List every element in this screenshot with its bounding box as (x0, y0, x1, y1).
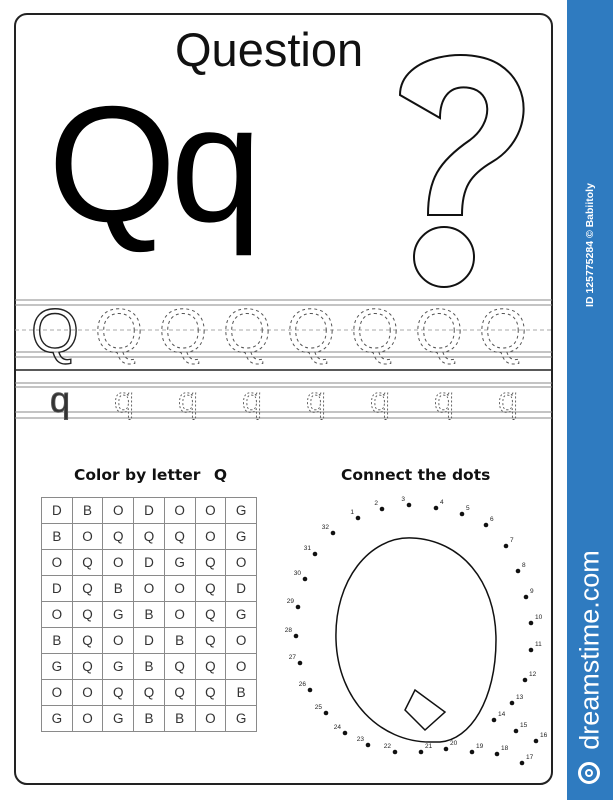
connect-dot-label: 2 (374, 500, 378, 507)
connect-dot-label: 26 (298, 681, 306, 688)
trace-letter-upper: Q (222, 297, 272, 366)
grid-row (42, 628, 257, 654)
connect-dot-label: 30 (293, 570, 301, 577)
connect-dot (407, 503, 412, 508)
trace-letter-lower: q (497, 379, 519, 420)
question-mark-dot-icon (414, 227, 474, 287)
grid-cell: O (195, 706, 226, 732)
color-by-letter-label: Color by letter (74, 466, 201, 484)
grid-cell: O (195, 524, 226, 550)
connect-dot (520, 761, 525, 766)
connect-dot (356, 516, 361, 521)
grid-cell: Q (195, 602, 226, 628)
connect-dot (504, 544, 509, 549)
connect-dot (303, 577, 308, 582)
grid-cell: Q (195, 654, 226, 680)
color-by-letter-grid (41, 497, 257, 732)
connect-dot-label: 20 (450, 740, 458, 747)
grid-row (42, 524, 257, 550)
connect-dot (331, 531, 336, 536)
grid-cell: Q (72, 576, 103, 602)
grid-row (42, 654, 257, 680)
grid-cell: O (72, 680, 103, 706)
trace-letter-upper: Q (350, 297, 400, 366)
dot-letter-q-tail (405, 690, 445, 730)
grid-cell: Q (134, 524, 165, 550)
grid-cell: G (103, 654, 134, 680)
connect-dot (324, 711, 329, 716)
trace-letter-lower: q (49, 379, 71, 420)
connect-dot (380, 507, 385, 512)
connect-dot (434, 506, 439, 511)
grid-cell: Q (164, 524, 195, 550)
connect-dots-heading: Connect the dots (341, 466, 491, 484)
grid-row (42, 576, 257, 602)
tracing-row-uppercase (31, 297, 527, 366)
connect-dot-label: 13 (516, 694, 524, 701)
connect-dot-label: 14 (498, 711, 506, 718)
connect-dot (484, 523, 489, 528)
grid-cell: G (42, 706, 73, 732)
connect-dot-label: 12 (529, 671, 537, 678)
connect-dot (529, 648, 534, 653)
grid-row (42, 550, 257, 576)
grid-cell: B (134, 602, 165, 628)
grid-cell: O (103, 628, 134, 654)
connect-dot-label: 29 (286, 598, 294, 605)
grid-cell: B (164, 628, 195, 654)
connect-dot-label: 17 (526, 754, 534, 761)
trace-letter-upper: Q (158, 297, 208, 366)
connect-dot (534, 739, 539, 744)
connect-dot-label: 10 (535, 614, 543, 621)
watermark-brand: dreamstime.com (574, 550, 605, 750)
grid-cell: G (226, 602, 257, 628)
connect-dot (298, 661, 303, 666)
grid-cell: Q (195, 628, 226, 654)
trace-letter-upper: Q (94, 297, 144, 366)
connect-dot (313, 552, 318, 557)
trace-letter-lower: q (241, 379, 263, 420)
connect-dot (514, 729, 519, 734)
connect-dot (419, 750, 424, 755)
grid-cell: Q (103, 680, 134, 706)
grid-cell: O (195, 498, 226, 524)
connect-dot-label: 1 (350, 509, 354, 516)
grid-cell: O (42, 550, 73, 576)
grid-cell: O (72, 706, 103, 732)
grid-cell: D (134, 628, 165, 654)
grid-cell: Q (164, 654, 195, 680)
connect-dot (516, 569, 521, 574)
grid-cell: O (226, 628, 257, 654)
grid-cell: O (134, 576, 165, 602)
connect-dots-points (285, 496, 548, 765)
trace-letter-lower: q (113, 379, 135, 420)
connect-dot-label: 11 (535, 641, 542, 648)
connect-dot-label: 22 (383, 743, 391, 750)
connect-dot-label: 25 (314, 704, 322, 711)
grid-cell: Q (164, 680, 195, 706)
grid-cell: Q (103, 524, 134, 550)
color-by-letter-heading (74, 466, 227, 484)
grid-row (42, 498, 257, 524)
connect-dot-label: 5 (466, 505, 470, 512)
connect-dot (492, 718, 497, 723)
connect-dot-label: 31 (303, 545, 311, 552)
grid-row (42, 602, 257, 628)
grid-cell: G (164, 550, 195, 576)
connect-dot (529, 621, 534, 626)
grid-cell: G (226, 498, 257, 524)
connect-dot (523, 678, 528, 683)
trace-letter-lower: q (305, 379, 327, 420)
connect-dot-label: 18 (501, 745, 509, 752)
trace-letter-upper: Q (286, 297, 336, 366)
grid-cell: O (164, 576, 195, 602)
grid-cell: D (134, 550, 165, 576)
connect-dot-label: 24 (333, 724, 341, 731)
connect-dot-label: 16 (540, 732, 548, 739)
connect-dot-label: 15 (520, 722, 528, 729)
grid-cell: Q (72, 654, 103, 680)
connect-dot (470, 750, 475, 755)
grid-row (42, 706, 257, 732)
connect-dot (393, 750, 398, 755)
grid-cell: Q (134, 680, 165, 706)
worksheet-title: Question (175, 23, 364, 76)
grid-cell: G (42, 654, 73, 680)
grid-cell: O (103, 550, 134, 576)
grid-cell: B (42, 524, 73, 550)
grid-cell: O (72, 524, 103, 550)
color-by-letter-target: Q (213, 466, 228, 484)
grid-cell: B (103, 576, 134, 602)
connect-dot-label: 3 (401, 496, 405, 503)
connect-dot-label: 6 (490, 516, 494, 523)
grid-row (42, 680, 257, 706)
grid-cell: O (226, 550, 257, 576)
connect-dot-label: 19 (476, 743, 484, 750)
connect-dot (460, 512, 465, 517)
grid-cell: O (164, 498, 195, 524)
grid-cell: O (42, 680, 73, 706)
trace-letter-upper: Q (478, 297, 528, 366)
grid-cell: B (226, 680, 257, 706)
grid-cell: O (226, 654, 257, 680)
watermark-id: ID 125775284 © Babiitoly (584, 183, 596, 307)
grid-cell: G (103, 602, 134, 628)
connect-dot (495, 752, 500, 757)
connect-dot-label: 4 (440, 499, 444, 506)
connect-dot-label: 27 (288, 654, 296, 661)
connect-dot (444, 747, 449, 752)
connect-dot (308, 688, 313, 693)
grid-cell: O (164, 602, 195, 628)
grid-cell: B (134, 654, 165, 680)
grid-cell: Q (72, 550, 103, 576)
grid-cell: Q (195, 680, 226, 706)
grid-cell: B (42, 628, 73, 654)
grid-cell: Q (72, 602, 103, 628)
connect-dot-label: 32 (321, 524, 329, 531)
connect-dot-label: 21 (425, 743, 433, 750)
grid-cell: O (42, 602, 73, 628)
grid-cell: D (134, 498, 165, 524)
dreamstime-logo-icon (578, 762, 600, 784)
trace-letter-lower: q (177, 379, 199, 420)
grid-cell: O (103, 498, 134, 524)
connect-dot-label: 8 (522, 562, 526, 569)
grid-cell: D (42, 498, 73, 524)
grid-cell: G (226, 524, 257, 550)
trace-letter-lower: q (369, 379, 391, 420)
connect-dot-label: 9 (530, 588, 534, 595)
grid-cell: D (226, 576, 257, 602)
connect-dot (343, 731, 348, 736)
connect-dot-label: 7 (510, 537, 514, 544)
connect-dot-label: 28 (284, 627, 292, 634)
question-mark-icon (400, 55, 524, 215)
tracing-row-lowercase (50, 379, 518, 420)
trace-letter-upper: Q (30, 297, 80, 366)
connect-dot (296, 605, 301, 610)
grid-cell: Q (195, 576, 226, 602)
connect-dot (294, 634, 299, 639)
grid-cell: B (134, 706, 165, 732)
grid-cell: G (226, 706, 257, 732)
grid-cell: Q (195, 550, 226, 576)
connect-dot (366, 743, 371, 748)
connect-dot (524, 595, 529, 600)
grid-cell: D (42, 576, 73, 602)
grid-cell: Q (72, 628, 103, 654)
connect-dot-label: 23 (356, 736, 364, 743)
big-letters-qq: Qq (48, 72, 257, 256)
grid-cell: B (164, 706, 195, 732)
trace-letter-lower: q (433, 379, 455, 420)
grid-cell: B (72, 498, 103, 524)
grid-cell: G (103, 706, 134, 732)
trace-letter-upper: Q (414, 297, 464, 366)
connect-dot (510, 701, 515, 706)
